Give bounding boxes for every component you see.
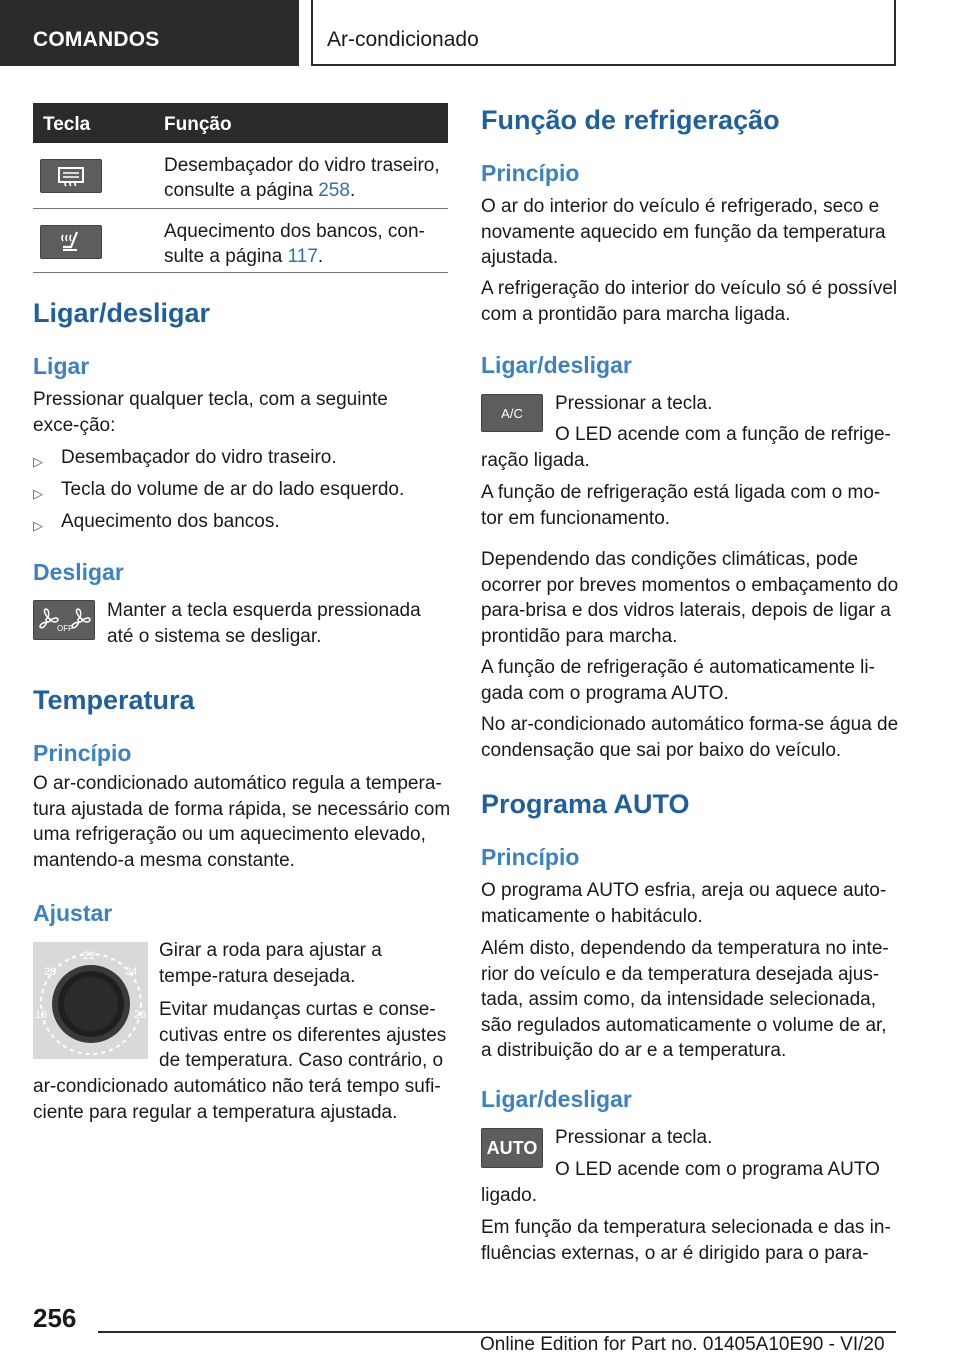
svg-text:22: 22 [83, 950, 96, 962]
col-header-function: Função [164, 114, 232, 135]
table-header [33, 103, 448, 143]
temperature-dial-image [33, 942, 148, 1059]
footer-divider [98, 1331, 896, 1333]
auto-press: Pressionar a tecla. [555, 1127, 713, 1148]
ac-p3: A função de refrigeração está ligada com o mo-tor em funcionamento. [481, 482, 881, 529]
heading-cooling: Função de refrigeração [481, 105, 780, 135]
heading-on: Ligar [33, 353, 90, 379]
ac-p4: Dependendo das condições climáticas, pode ocorrer por breves momentos o embaçamento do para-brisa e dos vidros laterais, depois de ligar a prontidão para marcha. [481, 549, 899, 647]
page-link[interactable]: 117 [287, 246, 318, 267]
col-header-key: Tecla [43, 114, 91, 135]
heading-off: Desligar [33, 559, 124, 585]
key-function-table [33, 103, 448, 273]
heading-principle: Princípio [481, 160, 580, 186]
auto-p2: Além disto, dependendo da temperatura no inte-rior do veículo e da temperatura desejada ajus-tada, assim como, da intensidade selecionada, são regulados automaticamente o volume de ar, a distribuição do ar e a temperatura. [481, 938, 889, 1061]
auto-p1: O programa AUTO esfria, areja ou aquece auto-maticamente o habitáculo. [481, 880, 887, 927]
rear-window-defrost-icon [40, 159, 102, 193]
ac-button-icon: A/C [481, 394, 543, 432]
heading-on-off: Ligar/desligar [33, 298, 211, 328]
auto-button-icon: AUTO [481, 1128, 543, 1168]
svg-text:18: 18 [35, 1009, 48, 1021]
ac-led-a: O LED acende com a função de refrige- [555, 424, 891, 445]
ac-press: Pressionar a tecla. [555, 393, 713, 414]
svg-text:24: 24 [125, 966, 138, 978]
heading-auto-program: Programa AUTO [481, 789, 690, 819]
svg-text:26: 26 [134, 1009, 147, 1021]
page-number: 256 [33, 1303, 77, 1333]
auto-p3: Em função da temperatura selecionada e das in-fluências externas, o ar é dirigido para o para- [481, 1217, 891, 1264]
row-description: Desembaçador do vidro traseiro, consulte a página 258. [164, 155, 440, 201]
principle-p1: O ar do interior do veículo é refrigerado, seco e novamente aquecido em função da temperatura ajustada. [481, 196, 886, 268]
heading-on-off: Ligar/desligar [481, 352, 632, 378]
section-tab [0, 0, 299, 66]
page-link[interactable]: 258 [318, 180, 350, 201]
ac-p5: A função de refrigeração é automaticamente li-gada com o programa AUTO. [481, 657, 875, 704]
principle-text: O ar-condicionado automático regula a tempera-tura ajustada de forma rápida, se necessário com uma refrigeração ou um aquecimento elevado, mantendo-a mesma constante. [33, 773, 451, 871]
heading-on-off: Ligar/desligar [481, 1086, 632, 1112]
heading-temperature: Temperatura [33, 685, 195, 715]
adjust-text-2b: ar-condicionado automático não terá tempo sufi-ciente para regular a temperatura ajustada. [33, 1076, 441, 1123]
svg-text:20: 20 [44, 966, 57, 978]
heading-principle: Princípio [33, 740, 132, 766]
bullet-triangle-icon: ▷ [33, 486, 43, 501]
bullet-triangle-icon: ▷ [33, 518, 43, 533]
edition-note: Online Edition for Part no. 01405A10E90 - VI/20 [480, 1334, 885, 1355]
heading-principle: Princípio [481, 844, 580, 870]
row-description: Aquecimento dos bancos, con-sulte a página 117. [164, 221, 425, 267]
svg-text:OFF: OFF [57, 624, 73, 633]
principle-p2: A refrigeração do interior do veículo só é possível com a prontidão para marcha ligada. [481, 278, 898, 325]
adjust-text-1: Girar a roda para ajustar a tempe-ratura desejada. [159, 940, 382, 987]
table-row [33, 209, 448, 273]
on-text: Pressionar qualquer tecla, com a seguinte exce-ção: [33, 389, 388, 436]
seat-heating-icon [40, 225, 102, 259]
section-title: COMANDOS [33, 28, 160, 51]
ac-p6: No ar-condicionado automático forma-se água de condensação que sai por baixo do veículo. [481, 714, 899, 761]
page-header [0, 0, 960, 66]
adjust-text-2a: Evitar mudanças curtas e conse-cutivas entre os diferentes ajustes de temperatura. Caso contrário, o [159, 999, 447, 1071]
chapter-title: Ar-condicionado [327, 28, 479, 51]
heading-adjust: Ajustar [33, 900, 113, 926]
auto-led-b: ligado. [481, 1185, 537, 1206]
ac-led-b: ração ligada. [481, 450, 590, 471]
fan-off-button-icon [33, 600, 95, 640]
off-text: Manter a tecla esquerda pressionada até o sistema se desligar. [107, 600, 421, 647]
bullet-triangle-icon: ▷ [33, 454, 43, 469]
auto-led-a: O LED acende com o programa AUTO [555, 1159, 880, 1180]
chapter-tab [311, 0, 896, 66]
table-row [33, 143, 448, 209]
